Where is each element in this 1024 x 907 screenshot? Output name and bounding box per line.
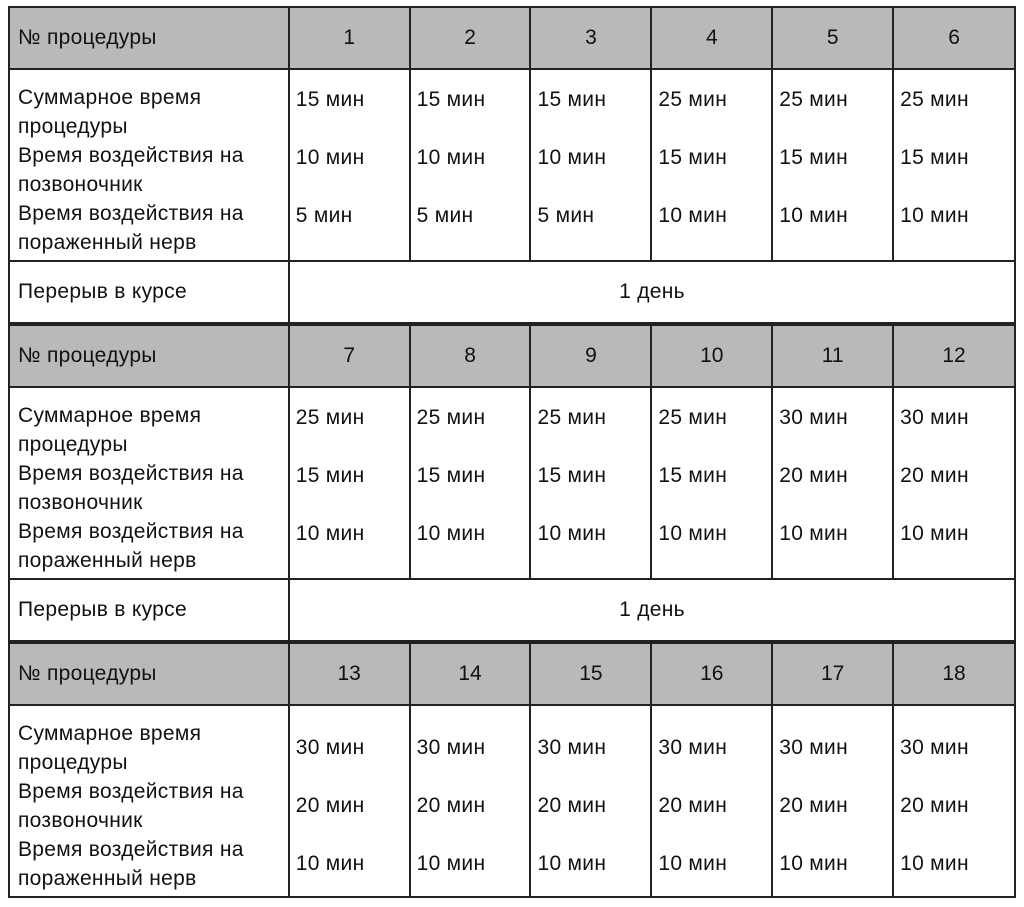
course-break-row	[8, 580, 1016, 642]
spine-time-value: 20 мин	[537, 794, 607, 817]
nerve-time-value: 5 мин	[295, 204, 353, 227]
total-time-value: 30 мин	[779, 406, 848, 429]
procedure-number: 3	[531, 8, 652, 68]
spine-time-value: 20 мин	[779, 464, 848, 487]
spine-time-value: 20 мин	[295, 794, 365, 817]
nerve-time-value: 10 мин	[779, 204, 848, 227]
procedure-times-cell	[773, 706, 894, 896]
procedure-times-cell	[773, 70, 894, 260]
total-time-value: 30 мин	[900, 736, 969, 759]
procedure-number: 1	[290, 8, 411, 68]
course-break-value: 1 день	[619, 280, 685, 303]
total-time-value: 30 мин	[779, 736, 848, 759]
procedure-schedule-table	[8, 6, 1016, 898]
nerve-time-value: 10 мин	[416, 852, 486, 875]
procedure-times-row	[8, 388, 1016, 580]
procedure-times-row	[8, 706, 1016, 898]
nerve-time-value: 10 мин	[900, 204, 969, 227]
course-break-label: Перерыв в курсе	[10, 580, 290, 640]
procedure-number: 14	[411, 644, 532, 704]
total-time-value: 25 мин	[779, 88, 848, 111]
procedure-times-cell	[411, 70, 532, 260]
nerve-time-value: 10 мин	[658, 852, 728, 875]
procedure-times-cell	[894, 70, 1014, 260]
nerve-time-value: 5 мин	[416, 204, 474, 227]
procedure-times-row	[8, 70, 1016, 262]
procedure-number: 4	[652, 8, 773, 68]
spine-time-value: 10 мин	[295, 146, 365, 169]
procedure-number: 2	[411, 8, 532, 68]
procedure-number-label: № процедуры	[10, 8, 290, 68]
spine-time-value: 20 мин	[779, 794, 848, 817]
procedure-times-cell	[531, 70, 652, 260]
total-time-label: Суммарное время процедуры	[18, 404, 202, 456]
procedure-times-cell	[290, 388, 411, 578]
procedure-times-cell	[652, 388, 773, 578]
nerve-time-value: 10 мин	[900, 852, 969, 875]
nerve-time-value: 10 мин	[779, 852, 848, 875]
nerve-time-value: 10 мин	[658, 204, 728, 227]
spine-time-value: 15 мин	[900, 146, 969, 169]
procedure-number: 10	[652, 326, 773, 386]
spine-time-value: 20 мин	[416, 794, 486, 817]
procedure-number-header-row	[8, 642, 1016, 706]
total-time-value: 30 мин	[416, 736, 486, 759]
procedure-number: 13	[290, 644, 411, 704]
row-labels	[10, 388, 290, 578]
procedure-times-cell	[531, 706, 652, 896]
nerve-time-label: Время воздействия на пораженный нерв	[18, 202, 244, 254]
spine-time-label: Время воздействия на позвоночник	[18, 462, 244, 514]
row-labels	[10, 706, 290, 896]
procedure-number-label: № процедуры	[10, 326, 290, 386]
procedure-block	[8, 324, 1016, 642]
course-break-label: Перерыв в курсе	[10, 262, 290, 322]
nerve-time-value: 10 мин	[658, 522, 728, 545]
nerve-time-value: 10 мин	[537, 522, 607, 545]
spine-time-value: 10 мин	[416, 146, 486, 169]
procedure-times-cell	[652, 706, 773, 896]
total-time-label: Суммарное время процедуры	[18, 722, 202, 774]
total-time-value: 25 мин	[416, 406, 486, 429]
procedure-times-cell	[773, 388, 894, 578]
total-time-value: 25 мин	[295, 406, 365, 429]
spine-time-value: 20 мин	[900, 794, 969, 817]
procedure-block	[8, 6, 1016, 324]
total-time-value: 25 мин	[658, 88, 728, 111]
spine-time-label: Время воздействия на позвоночник	[18, 144, 244, 196]
nerve-time-label: Время воздействия на пораженный нерв	[18, 838, 244, 890]
total-time-value: 30 мин	[537, 736, 607, 759]
total-time-value: 30 мин	[295, 736, 365, 759]
total-time-value: 25 мин	[658, 406, 728, 429]
total-time-value: 15 мин	[295, 88, 365, 111]
course-break-row	[8, 262, 1016, 324]
procedure-number: 17	[773, 644, 894, 704]
procedure-times-cell	[894, 388, 1014, 578]
procedure-block	[8, 642, 1016, 898]
spine-time-value: 15 мин	[537, 464, 607, 487]
procedure-number: 16	[652, 644, 773, 704]
procedure-number: 15	[531, 644, 652, 704]
procedure-number: 11	[773, 326, 894, 386]
procedure-times-cell	[531, 388, 652, 578]
spine-time-value: 20 мин	[900, 464, 969, 487]
procedure-times-cell	[894, 706, 1014, 896]
procedure-times-cell	[290, 70, 411, 260]
nerve-time-value: 5 мин	[537, 204, 595, 227]
spine-time-value: 15 мин	[779, 146, 848, 169]
procedure-times-cell	[411, 388, 532, 578]
spine-time-value: 15 мин	[295, 464, 365, 487]
procedure-number: 18	[942, 662, 966, 685]
spine-time-value: 15 мин	[416, 464, 486, 487]
spine-time-value: 15 мин	[658, 464, 728, 487]
total-time-value: 15 мин	[537, 88, 607, 111]
row-labels	[10, 70, 290, 260]
procedure-times-cell	[411, 706, 532, 896]
spine-time-value: 15 мин	[658, 146, 728, 169]
spine-time-value: 20 мин	[658, 794, 728, 817]
nerve-time-value: 10 мин	[900, 522, 969, 545]
procedure-number-label: № процедуры	[10, 644, 290, 704]
total-time-value: 30 мин	[900, 406, 969, 429]
nerve-time-value: 10 мин	[537, 852, 607, 875]
course-break-value: 1 день	[619, 598, 685, 621]
total-time-label: Суммарное время процедуры	[18, 86, 202, 138]
procedure-number: 12	[942, 344, 966, 367]
nerve-time-value: 10 мин	[416, 522, 486, 545]
total-time-value: 25 мин	[900, 88, 969, 111]
procedure-times-cell	[290, 706, 411, 896]
total-time-value: 25 мин	[537, 406, 607, 429]
spine-time-label: Время воздействия на позвоночник	[18, 780, 244, 832]
procedure-number-header-row	[8, 324, 1016, 388]
procedure-number-header-row	[8, 6, 1016, 70]
total-time-value: 15 мин	[416, 88, 486, 111]
procedure-number: 8	[411, 326, 532, 386]
procedure-number: 6	[948, 26, 960, 49]
nerve-time-value: 10 мин	[295, 522, 365, 545]
nerve-time-label: Время воздействия на пораженный нерв	[18, 520, 244, 572]
nerve-time-value: 10 мин	[295, 852, 365, 875]
procedure-times-cell	[652, 70, 773, 260]
procedure-number: 9	[531, 326, 652, 386]
spine-time-value: 10 мин	[537, 146, 607, 169]
procedure-number: 5	[773, 8, 894, 68]
procedure-number: 7	[290, 326, 411, 386]
nerve-time-value: 10 мин	[779, 522, 848, 545]
total-time-value: 30 мин	[658, 736, 728, 759]
